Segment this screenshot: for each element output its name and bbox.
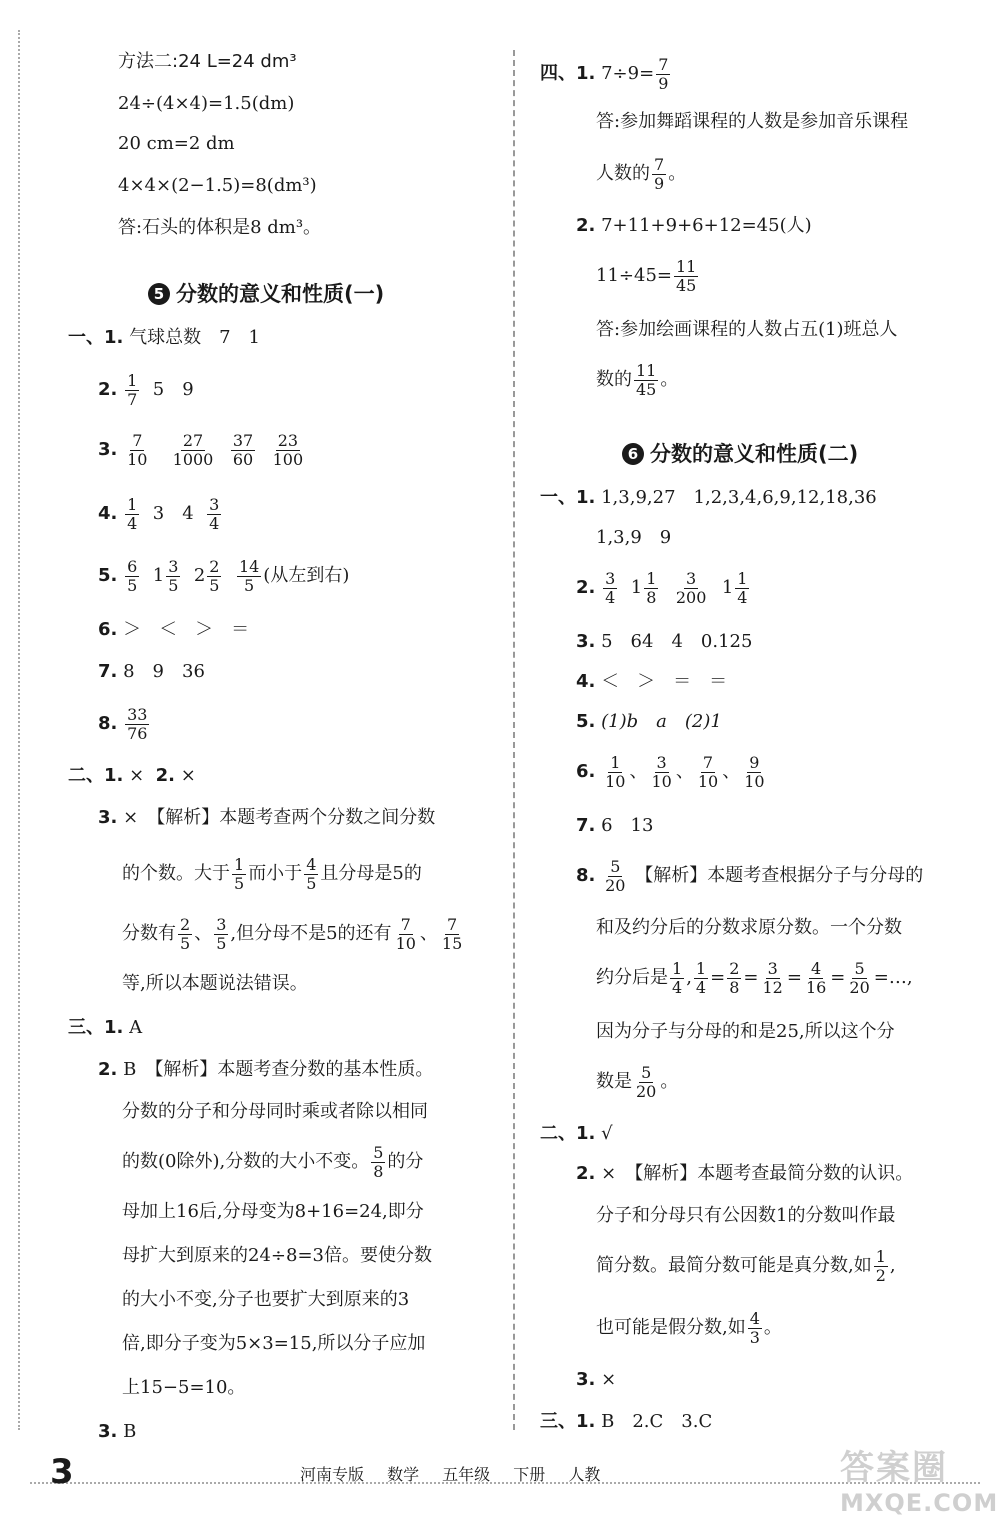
answer-line: 上15−5=10。 (122, 1377, 246, 1398)
answer-line: 5. (1)b a (2)1 (576, 711, 722, 732)
answer-line: 人数的 $\frac{7}{9}$ 。 (596, 154, 687, 193)
answer-line: 3. $\frac{7}{10}$ $\frac{27}{1000}$ $\frac{37}{60}$ $\frac{23}{100}$ (98, 430, 304, 469)
answer-line: 等,所以本题说法错误。 (122, 973, 308, 994)
section-title (148, 280, 384, 308)
answer-line: 6. ＞ ＜ ＞ ＝ (98, 619, 250, 640)
answer-line: 3. 5 64 4 0.125 (576, 631, 753, 652)
page-number: 3 (50, 1452, 74, 1492)
answer-line: 数的 $\frac{11}{45}$ 。 (596, 360, 679, 399)
answer-line: 也可能是假分数,如 $\frac{4}{3}$ 。 (596, 1308, 782, 1347)
answer-line: 数是 $\frac{5}{20}$ 。 (596, 1062, 679, 1101)
answer-line: 母加上16后,分母变为8+16=24,即分 (122, 1201, 424, 1222)
answer-line: 2. $\frac{1}{7}$ 5 9 (98, 370, 194, 409)
answer-line: 和及约分后的分数求原分数。一个分数 (596, 917, 902, 938)
answer-line: 因为分子与分母的和是25,所以这个分 (596, 1021, 895, 1042)
answer-line: 答:石头的体积是8 dm³。 (118, 217, 322, 238)
section-number-badge: 6 (622, 443, 644, 465)
answer-line: 倍,即分子变为5×3=15,所以分子应加 (122, 1333, 426, 1354)
answer-line: 2. × 【解析】本题考查最简分数的认识。 (576, 1163, 914, 1184)
section-title (622, 440, 858, 468)
answer-line: 8. $\frac{5}{20}$ 【解析】本题考查根据分子与分母的 (576, 856, 924, 895)
answer-line: 11÷45= $\frac{11}{45}$ (596, 256, 697, 295)
answer-line: 4×4×(2−1.5)=8(dm³) (118, 175, 317, 196)
answer-line: 方法二:24 L=24 dm³ (118, 51, 297, 72)
page-left-border (18, 30, 34, 1430)
watermark-logo: 答案圈 MXQE.COM (840, 1448, 999, 1517)
answer-line: 7. 6 13 (576, 815, 654, 836)
answer-line: 的个数。大于 $\frac{1}{5}$ 而小于 $\frac{4}{5}$ 且分母是5的 (122, 854, 422, 893)
answer-line: 简分数。最简分数可能是真分数,如 $\frac{1}{2}$ , (596, 1246, 896, 1285)
answer-line: 3. B (98, 1421, 137, 1442)
answer-line: 1,3,9 9 (596, 527, 672, 548)
answer-line: 答:参加绘画课程的人数占五(1)班总人 (596, 319, 898, 340)
answer-line: 三、1. A (68, 1017, 143, 1038)
answer-line: 一、1. 1,3,9,27 1,2,3,4,6,9,12,18,36 (540, 487, 877, 508)
answer-line: 分数有 $\frac{2}{5}$ 、 $\frac{3}{5}$ ,但分母不是5的还有 $\frac{7}{10}$ 、 $\frac{7}{15}$ (122, 914, 463, 953)
answer-line: 6. $\frac{1}{10}$ 、 $\frac{3}{10}$ 、 $\frac{7}{10}$ 、 $\frac{9}{10}$ (576, 752, 765, 791)
answer-line: 的数(0除外),分数的大小不变。 $\frac{5}{8}$ 的分 (122, 1142, 424, 1181)
answer-line: 5. $\frac{6}{5}$ 1 $\frac{3}{5}$ 2 $\frac{2}{5}$ $\frac{14}{5}$ (从左到右) (98, 556, 350, 595)
column-divider (513, 50, 515, 1430)
section-number-badge: 5 (148, 283, 170, 305)
answer-line: 4. ＜ ＞ ＝ ＝ (576, 671, 728, 692)
answer-line: 母扩大到原来的24÷8=3倍。要使分数 (122, 1245, 432, 1266)
section-title-text: 分数的意义和性质(二) (650, 442, 859, 466)
answer-line: 二、1. √ (540, 1123, 613, 1144)
answer-line: 分数的分子和分母同时乘或者除以相同 (122, 1101, 428, 1122)
answer-line: 2. B 【解析】本题考查分数的基本性质。 (98, 1059, 434, 1080)
answer-line: 四、1. 7÷9= $\frac{7}{9}$ (540, 54, 669, 93)
answer-line: 20 cm=2 dm (118, 133, 235, 154)
answer-line: 8. $\frac{33}{76}$ (98, 704, 148, 743)
answer-line: 24÷(4×4)=1.5(dm) (118, 93, 295, 114)
answer-line: 分子和分母只有公因数1的分数叫作最 (596, 1205, 896, 1226)
answer-line: 一、1. 气球总数 7 1 (68, 327, 261, 348)
answer-line: 4. $\frac{1}{4}$ 3 4 $\frac{3}{4}$ (98, 494, 220, 533)
section-title-text: 分数的意义和性质(一) (176, 282, 385, 306)
answer-line: 2. $\frac{3}{4}$ 1 $\frac{1}{8}$ $\frac{3}{200}$ 1 $\frac{1}{4}$ (576, 568, 748, 607)
answer-line: 的大小不变,分子也要扩大到原来的3 (122, 1289, 410, 1310)
answer-line: 三、1. B 2.C 3.C (540, 1411, 713, 1432)
answer-line: 约分后是 $\frac{1}{4}$ , $\frac{1}{4}$ = $\frac{2}{8}$ = $\frac{3}{12}$ = $\frac{4}{16}$ = $\frac{5}{20}$ =…, (596, 958, 913, 997)
answer-line: 2. 7+11+9+6+12=45(人) (576, 215, 812, 236)
footer-info: 河南专版 数学 五年级 下册 人教 (300, 1465, 601, 1484)
answer-line: 二、1. × 2. × (68, 765, 196, 786)
answer-line: 7. 8 9 36 (98, 661, 205, 682)
answer-line: 答:参加舞蹈课程的人数是参加音乐课程 (596, 111, 909, 132)
answer-line: 3. × 【解析】本题考查两个分数之间分数 (98, 807, 436, 828)
answer-line: 3. × (576, 1369, 617, 1390)
